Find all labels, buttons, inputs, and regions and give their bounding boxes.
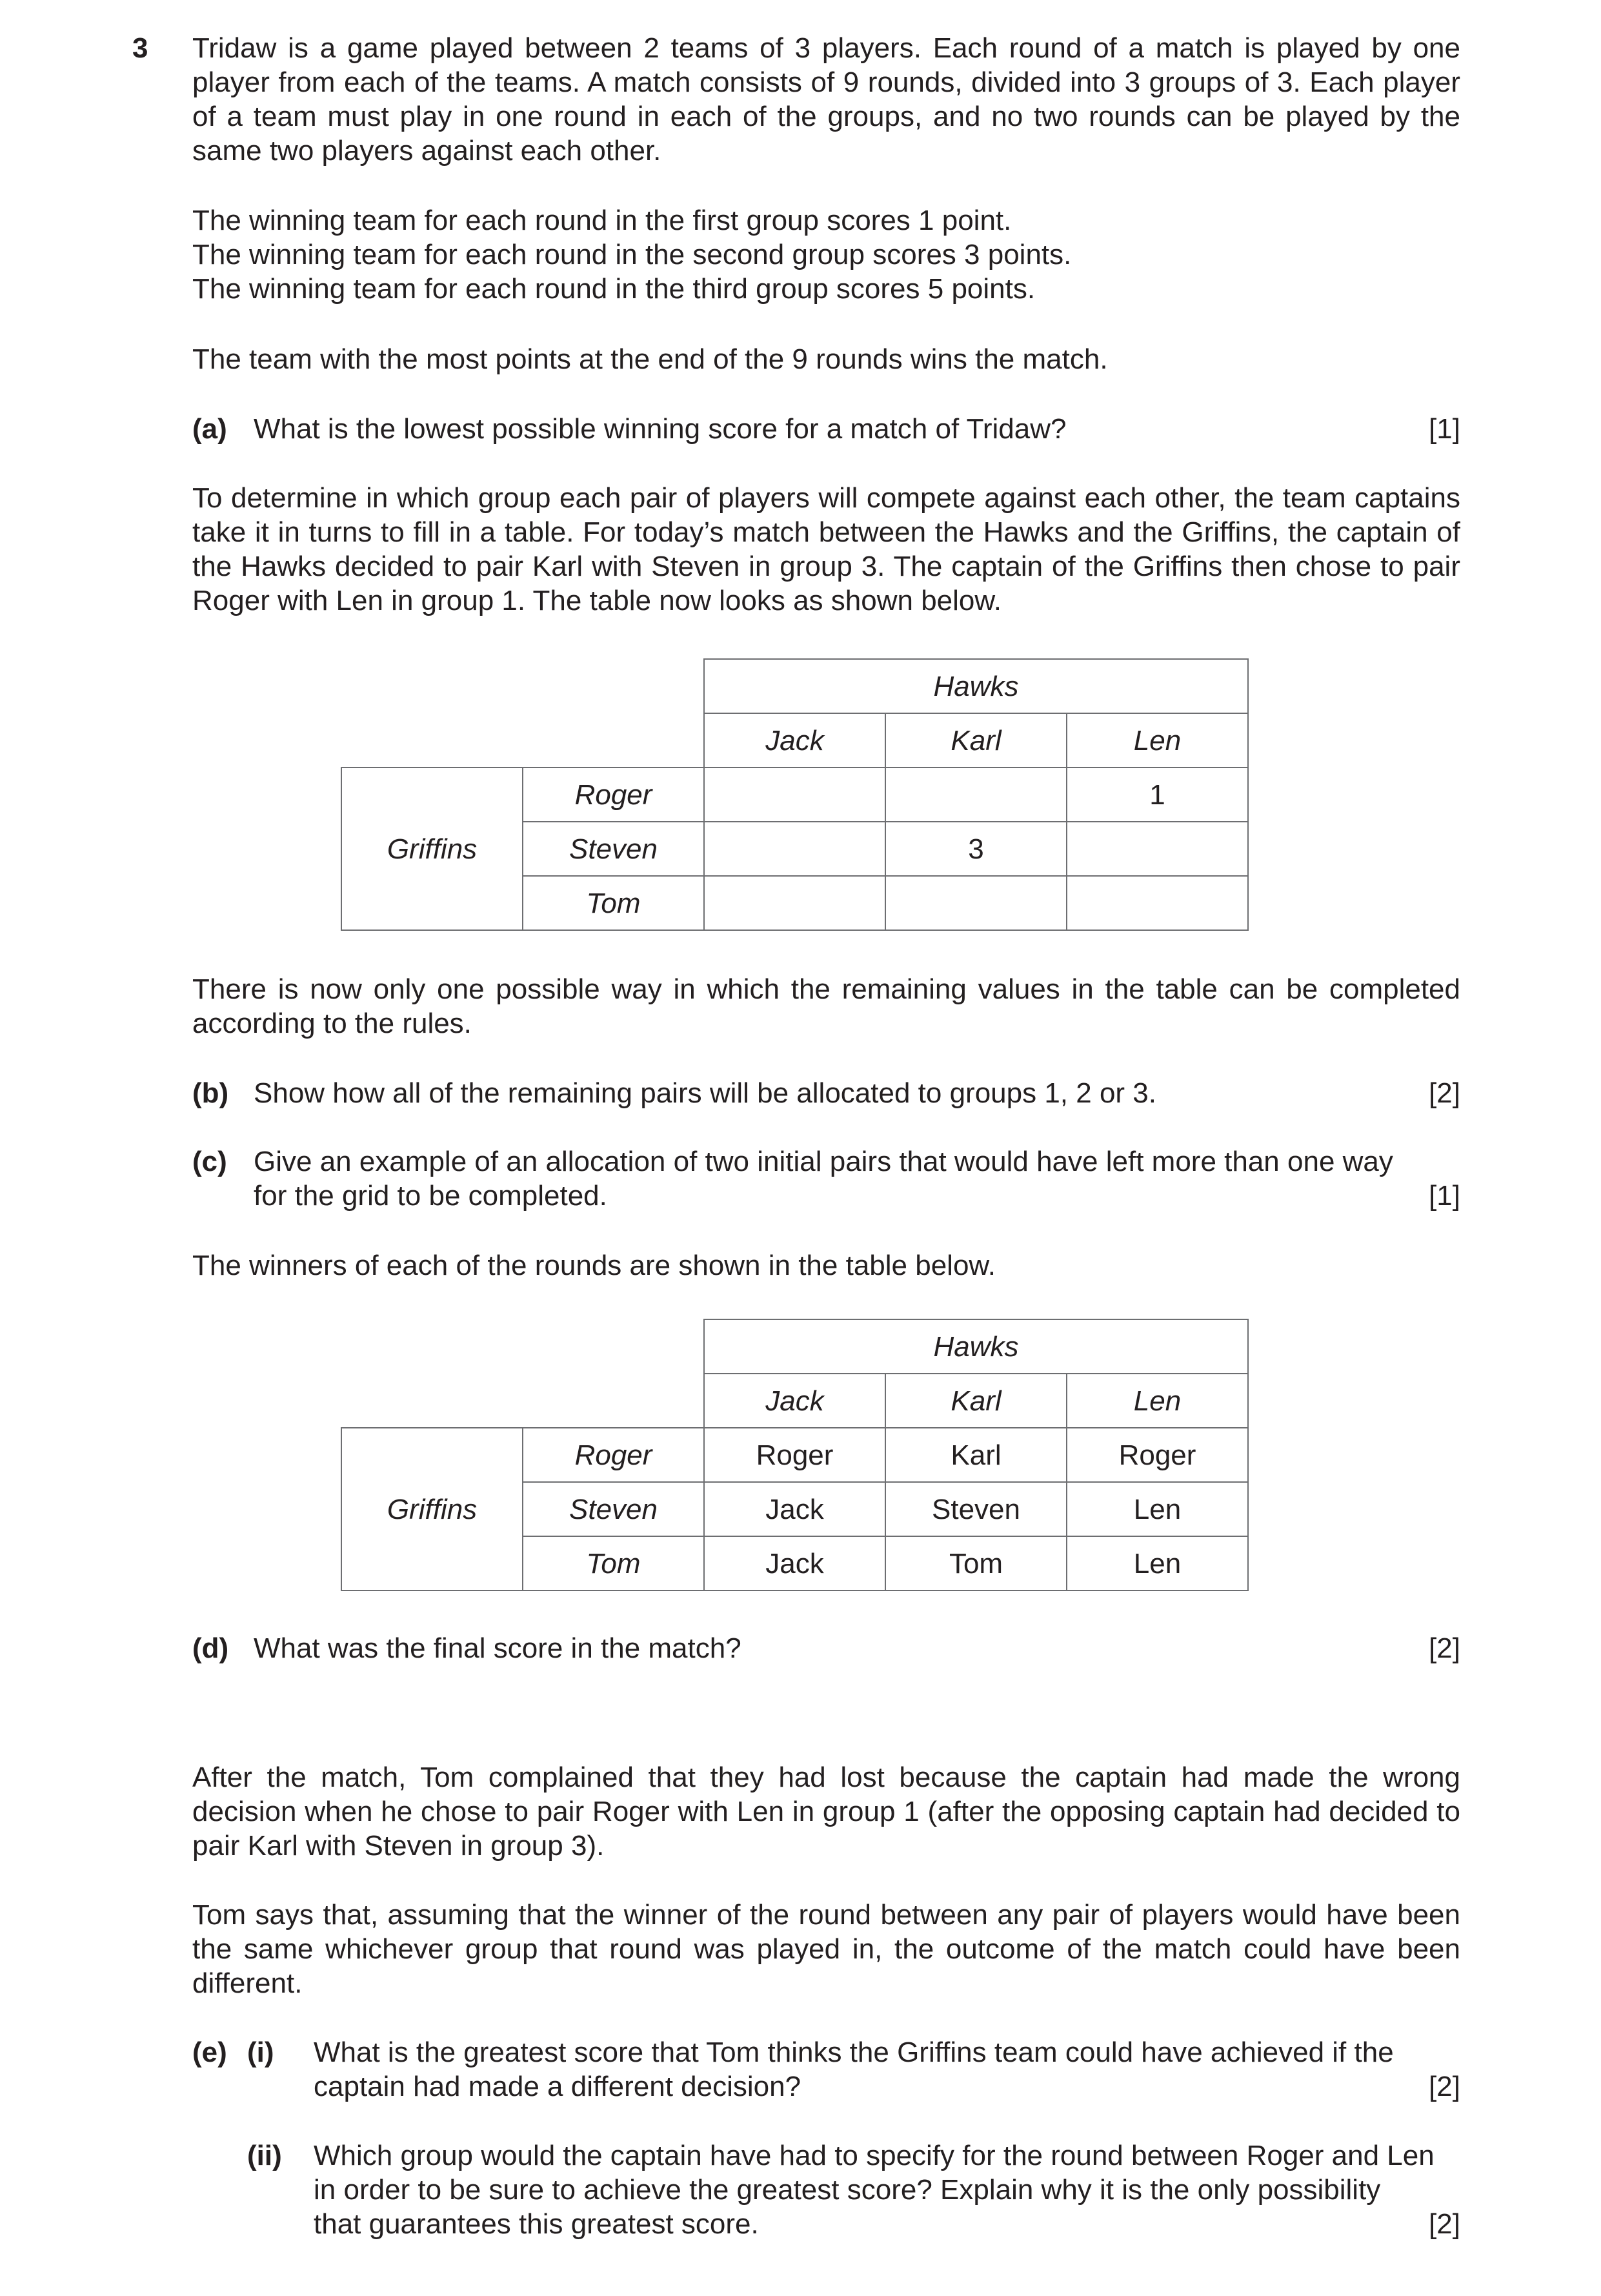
table2-cell: Jack — [704, 1482, 885, 1536]
part-c-label: (c) — [192, 1146, 227, 1177]
table2-col-header: Jack — [704, 1374, 885, 1428]
part-e-i-line-1: What is the greatest score that Tom thinks the Griffins team could have achieved if the — [314, 2037, 1394, 2068]
table2-cell: Roger — [1067, 1428, 1248, 1482]
part-a-text: What is the lowest possible winning score for a match of Tridaw? — [254, 413, 1067, 445]
table1-cell — [1067, 822, 1248, 876]
part-e-i-marks: [2] — [1429, 2071, 1460, 2102]
table2-col-header: Karl — [885, 1374, 1067, 1428]
table1-cell — [1067, 876, 1248, 930]
setup-paragraph — [192, 481, 1460, 618]
table1-col-header: Jack — [704, 713, 885, 767]
table2-row-header: Tom — [523, 1536, 704, 1590]
table-row — [341, 767, 1248, 822]
scoring-rule-2: The winning team for each round in the second group scores 3 points. — [192, 239, 1072, 270]
part-c-line-2: for the grid to be completed. — [254, 1180, 607, 1212]
part-d-label: (d) — [192, 1632, 229, 1664]
after-match-paragraph — [192, 1760, 1460, 1863]
table1-cell — [885, 876, 1067, 930]
table-row — [341, 1428, 1248, 1482]
table2-cell: Jack — [704, 1536, 885, 1590]
part-c-line-1: Give an example of an allocation of two initial pairs that would have left more than one way — [254, 1146, 1393, 1177]
remaining-text: There is now only one possible way in which the remaining values in the table can be completed according to the rules. — [192, 973, 1460, 1039]
part-a-label: (a) — [192, 413, 227, 445]
tom-says-text: Tom says that, assuming that the winner of the round between any pair of players would have been the same whichever group that round was played in, the outcome of the match could have been different. — [192, 1899, 1460, 1999]
table1-cell: 1 — [1067, 767, 1248, 822]
part-d-text: What was the final score in the match? — [254, 1632, 741, 1664]
part-d-marks: [2] — [1429, 1632, 1460, 1664]
scoring-rule-1: The winning team for each round in the first group scores 1 point. — [192, 205, 1012, 236]
table1-side-team: Griffins — [341, 767, 523, 930]
winner-rule — [192, 342, 1460, 376]
tom-says-paragraph — [192, 1898, 1460, 2000]
table2-cell: Roger — [704, 1428, 885, 1482]
part-e-ii-label: (ii) — [247, 2140, 282, 2171]
table1-cell: 3 — [885, 822, 1067, 876]
setup-text: To determine in which group each pair of players will compete against each other, the team captains take it in turns to fill in a table. For today’s match between the Hawks and the Griffins, the captain of the Hawks decided to pair Karl with Steven in group 3. The captain of the Griffins then chose to pair Roger with Len in group 1. The table now looks as shown below. — [192, 482, 1460, 616]
part-a — [192, 412, 1460, 446]
table1-col-header: Karl — [885, 713, 1067, 767]
winners-intro-text: The winners of each of the rounds are shown in the table below. — [192, 1250, 996, 1281]
after-match-text: After the match, Tom complained that they had lost because the captain had made the wrong decision when he chose to pair Roger with Len in group 1 (after the opposing captain had decided to pair Karl with Steven in group 3). — [192, 1762, 1460, 1862]
table1-top-team: Hawks — [704, 659, 1248, 713]
table2-side-team: Griffins — [341, 1428, 523, 1590]
table1-row-header: Steven — [523, 822, 704, 876]
part-e-ii-line-2: in order to be sure to achieve the greatest score? Explain why it is the only possibility — [314, 2174, 1381, 2206]
part-c-marks: [1] — [1429, 1180, 1460, 1212]
part-d — [192, 1631, 1460, 1665]
remaining-paragraph — [192, 972, 1460, 1041]
table1-cell — [704, 767, 885, 822]
table2-cell: Karl — [885, 1428, 1067, 1482]
allocation-table — [341, 658, 1249, 931]
table2-cell: Len — [1067, 1536, 1248, 1590]
part-e-i — [192, 2035, 1460, 2104]
question-number: 3 — [132, 32, 148, 64]
part-e-i-label: (i) — [247, 2037, 274, 2068]
winners-table — [341, 1319, 1249, 1591]
table2-row-header: Roger — [523, 1428, 704, 1482]
scoring-rule-3: The winning team for each round in the third group scores 5 points. — [192, 273, 1036, 305]
part-e-i-line-2: captain had made a different decision? — [314, 2071, 801, 2102]
table2-cell: Len — [1067, 1482, 1248, 1536]
part-b-marks: [2] — [1429, 1077, 1460, 1109]
table2-col-header: Len — [1067, 1374, 1248, 1428]
table2-row-header: Steven — [523, 1482, 704, 1536]
part-e-i-text — [314, 2035, 1460, 2104]
table2-cell: Tom — [885, 1536, 1067, 1590]
table1-row-header: Roger — [523, 767, 704, 822]
part-b-label: (b) — [192, 1077, 229, 1109]
winner-rule-text: The team with the most points at the end of the 9 rounds wins the match. — [192, 343, 1108, 375]
part-c-text — [254, 1144, 1460, 1213]
table1-col-header: Len — [1067, 713, 1248, 767]
scoring-rules — [192, 203, 1460, 306]
winners-intro — [192, 1248, 1460, 1283]
table1-cell — [704, 822, 885, 876]
part-e-ii-marks: [2] — [1429, 2208, 1460, 2240]
table1-cell — [885, 767, 1067, 822]
part-e-ii-text — [314, 2139, 1460, 2241]
table1-row-header: Tom — [523, 876, 704, 930]
part-c — [192, 1144, 1460, 1213]
part-a-marks: [1] — [1429, 413, 1460, 445]
intro-paragraph — [192, 31, 1460, 168]
part-e-ii-line-3: that guarantees this greatest score. — [314, 2208, 759, 2240]
part-e-ii-line-1: Which group would the captain have had to specify for the round between Roger and Len — [314, 2140, 1435, 2171]
part-e-label: (e) — [192, 2037, 227, 2068]
table2-cell: Steven — [885, 1482, 1067, 1536]
table2-top-team: Hawks — [704, 1319, 1248, 1374]
part-b — [192, 1076, 1460, 1110]
part-b-text: Show how all of the remaining pairs will be allocated to groups 1, 2 or 3. — [254, 1077, 1156, 1109]
table1-cell — [704, 876, 885, 930]
part-e-ii — [192, 2139, 1460, 2241]
intro-text: Tridaw is a game played between 2 teams of 3 players. Each round of a match is played by one player from each of the teams. A match consists of 9 rounds, divided into 3 groups of 3. Each player of a team must play in one round in each of the groups, and no two rounds can be played by the same two players against each other. — [192, 32, 1460, 167]
